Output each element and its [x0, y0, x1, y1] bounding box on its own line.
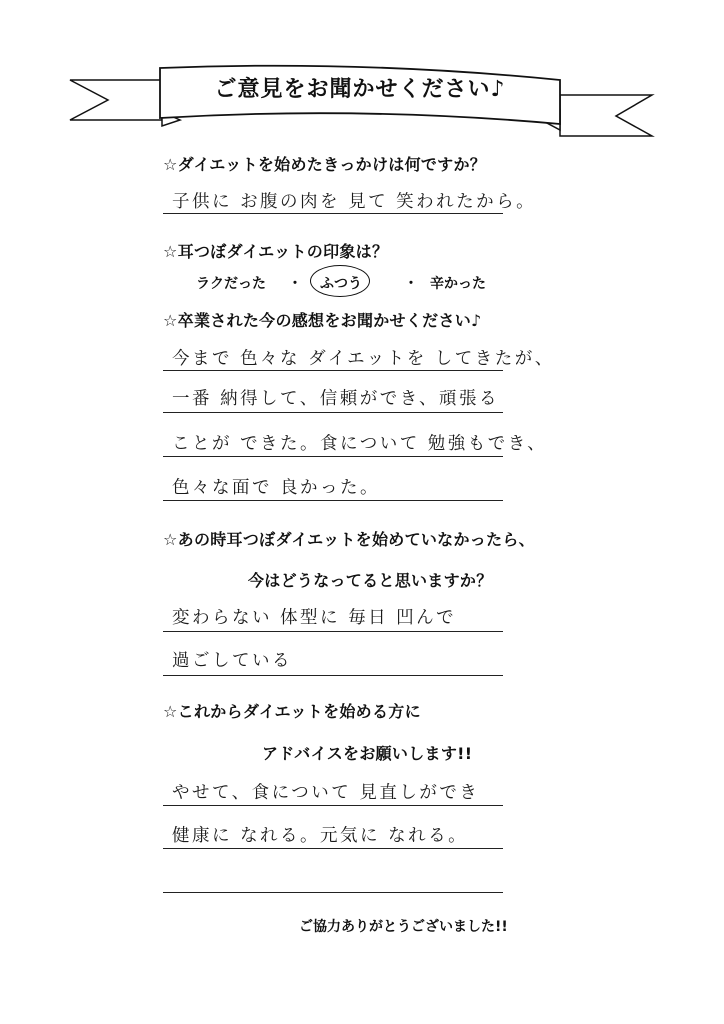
answer-line: [163, 631, 503, 632]
answer-line: [163, 892, 503, 893]
answer-trigger-line: 子供に お腹の肉を 見て 笑われたから。: [172, 192, 537, 212]
answer-feedback-line: 色々な面で 良かった。: [172, 478, 381, 498]
answer-without-diet-line: 過ごしている: [172, 651, 292, 671]
page-title: ご意見をお聞かせください♪: [214, 77, 506, 102]
selected-circle: [310, 265, 370, 297]
option-hard: 辛かった: [430, 276, 486, 292]
option-easy: ラクだった: [196, 276, 266, 292]
question-trigger: ☆ダイエットを始めたきっかけは何ですか？: [163, 155, 487, 174]
answer-feedback-line: ことが できた。食について 勉強もでき、: [172, 434, 548, 454]
answer-feedback-line: 今まで 色々な ダイエットを してきたが、: [172, 349, 555, 369]
answer-without-diet-line: 変わらない 体型に 毎日 凹んで: [172, 608, 457, 628]
answer-feedback-line: 一番 納得して、信頼ができ、頑張る: [172, 389, 500, 409]
question-advice-line2: アドバイスをお願いします!!: [262, 744, 473, 763]
answer-line: [163, 500, 503, 501]
answer-line: [163, 848, 503, 849]
question-impression: ☆耳つぼダイエットの印象は？: [163, 242, 389, 261]
answer-advice-line: やせて、食について 見直しができ: [172, 783, 480, 803]
question-feedback: ☆卒業された今の感想をお聞かせください♪: [163, 311, 482, 330]
option-separator: ・: [288, 276, 302, 292]
question-advice: ☆これからダイエットを始める方に: [163, 702, 421, 721]
question-without-diet: ☆あの時耳つぼダイエットを始めていなかったら、: [163, 530, 535, 549]
answer-line: [163, 370, 503, 371]
answer-line: [163, 412, 503, 413]
answer-line: [163, 213, 503, 214]
answer-line: [163, 675, 503, 676]
answer-advice-line: 健康に なれる。元気に なれる。: [172, 826, 469, 846]
question-without-diet-line2: 今はどうなってると思いますか？: [248, 571, 493, 590]
answer-line: [163, 805, 503, 806]
option-separator: ・: [404, 276, 418, 292]
option-normal: ふつう: [320, 276, 362, 292]
thank-you-note: ご協力ありがとうございました!!: [299, 919, 508, 935]
answer-line: [163, 456, 503, 457]
